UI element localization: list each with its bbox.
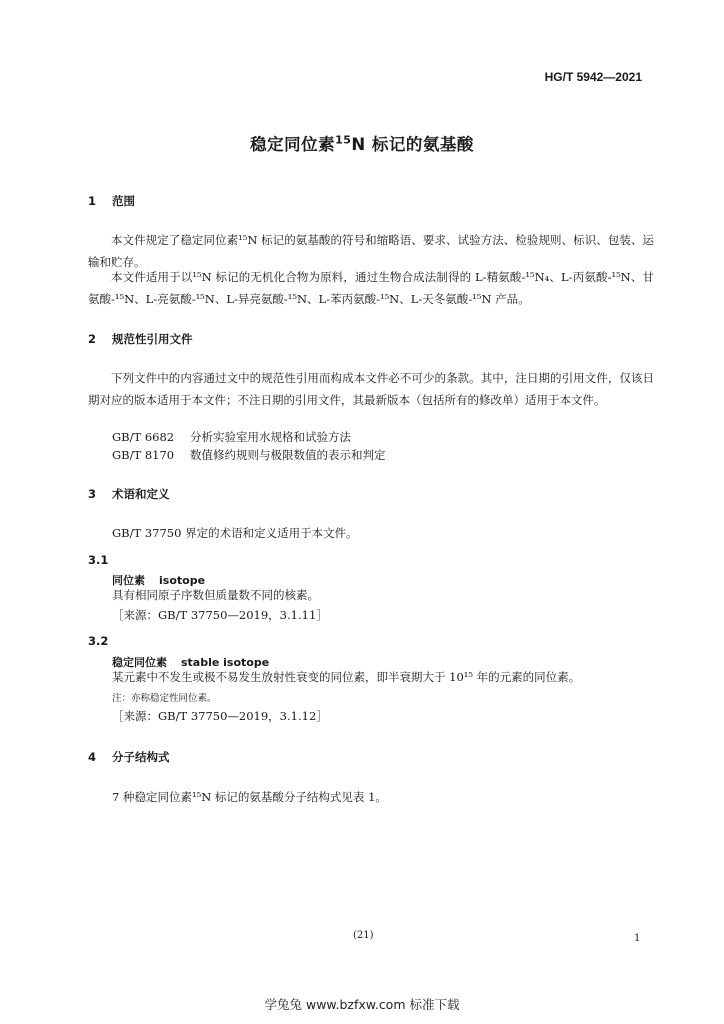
reference-item: [112, 444, 386, 466]
reference-title: 分析实验室用水规格和试验方法: [190, 430, 351, 444]
section-1-heading: [88, 193, 135, 209]
section-4-title: 分子结构式: [112, 750, 170, 764]
section-4-paragraph-1: 7 种稳定同位素¹⁵N 标记的氨基酸分子结构式见表 1。: [112, 790, 387, 804]
title-suffix: N 标记的氨基酸: [351, 135, 474, 154]
reference-code: GB/T 8170: [112, 448, 175, 462]
section-4-number: 4: [88, 750, 97, 764]
section-2-heading: [88, 331, 193, 347]
section-1-title: 范围: [112, 194, 135, 208]
section-1-paragraph-1: 本文件规定了稳定同位素¹⁵N 标记的氨基酸的符号和缩略语、要求、试验方法、检验规则、标识、包装、运输和贮存。: [88, 233, 654, 269]
section-4-heading: [88, 749, 170, 765]
term-zh: 同位素: [112, 574, 145, 587]
section-1-paragraph-2: 本文件适用于以¹⁵N 标记的无机化合物为原料，通过生物合成法制得的 L-精氨酸-¹⁵N₄、L-丙氨酸-¹⁵N、甘氨酸-¹⁵N、L-亮氨酸-¹⁵N、L-异亮氨酸-¹⁵N、L-苯丙氨酸-¹⁵N、L-天冬氨酸-¹⁵N 产品。: [88, 270, 654, 306]
standard-code: HG/T 5942—2021: [544, 70, 642, 84]
page-right-number: 1: [634, 933, 641, 944]
term-en: isotope: [159, 574, 206, 587]
term-definition: 某元素中不发生或极不易发生放射性衰变的同位素，即半衰期大于 10¹⁵ 年的元素的同位素。: [112, 670, 581, 684]
section-3-number: 3: [88, 487, 97, 501]
reference-code: GB/T 6682: [112, 430, 175, 444]
term-en: stable isotope: [181, 656, 270, 669]
section-2-paragraph-1: 下列文件中的内容通过文中的规范性引用而构成本文件必不可少的条款。其中，注日期的引用文件，仅该日期对应的版本适用于本文件；不注日期的引用文件，其最新版本（包括所有的修改单）适用于本文件。: [88, 371, 654, 407]
term-number: 3.2: [88, 634, 109, 648]
title-superscript: 15: [335, 133, 352, 147]
term-source: ［来源：GB/T 37750—2019，3.1.12］: [112, 709, 328, 723]
footer-watermark: 学兔兔 www.bzfxw.com 标准下载: [264, 997, 460, 1012]
section-3-title: 术语和定义: [112, 487, 170, 501]
term-definition: 具有相同原子序数但质量数不同的核素。: [112, 588, 319, 602]
section-3-heading: [88, 486, 170, 502]
section-2-title: 规范性引用文件: [112, 332, 193, 346]
title-prefix: 稳定同位素: [250, 135, 336, 154]
reference-title: 数值修约规则与极限数值的表示和判定: [190, 448, 386, 462]
term-note: 注：亦称稳定性同位素。: [112, 693, 217, 704]
page-title: [0, 131, 724, 155]
term-number: 3.1: [88, 553, 109, 567]
section-3-paragraph-1: GB/T 37750 界定的术语和定义适用于本文件。: [112, 526, 358, 540]
page-center-number: (21): [353, 930, 374, 941]
section-2-number: 2: [88, 332, 97, 346]
term-zh: 稳定同位素: [112, 656, 167, 669]
section-1-number: 1: [88, 194, 97, 208]
term-source: ［来源：GB/T 37750—2019，3.1.11］: [112, 608, 328, 622]
